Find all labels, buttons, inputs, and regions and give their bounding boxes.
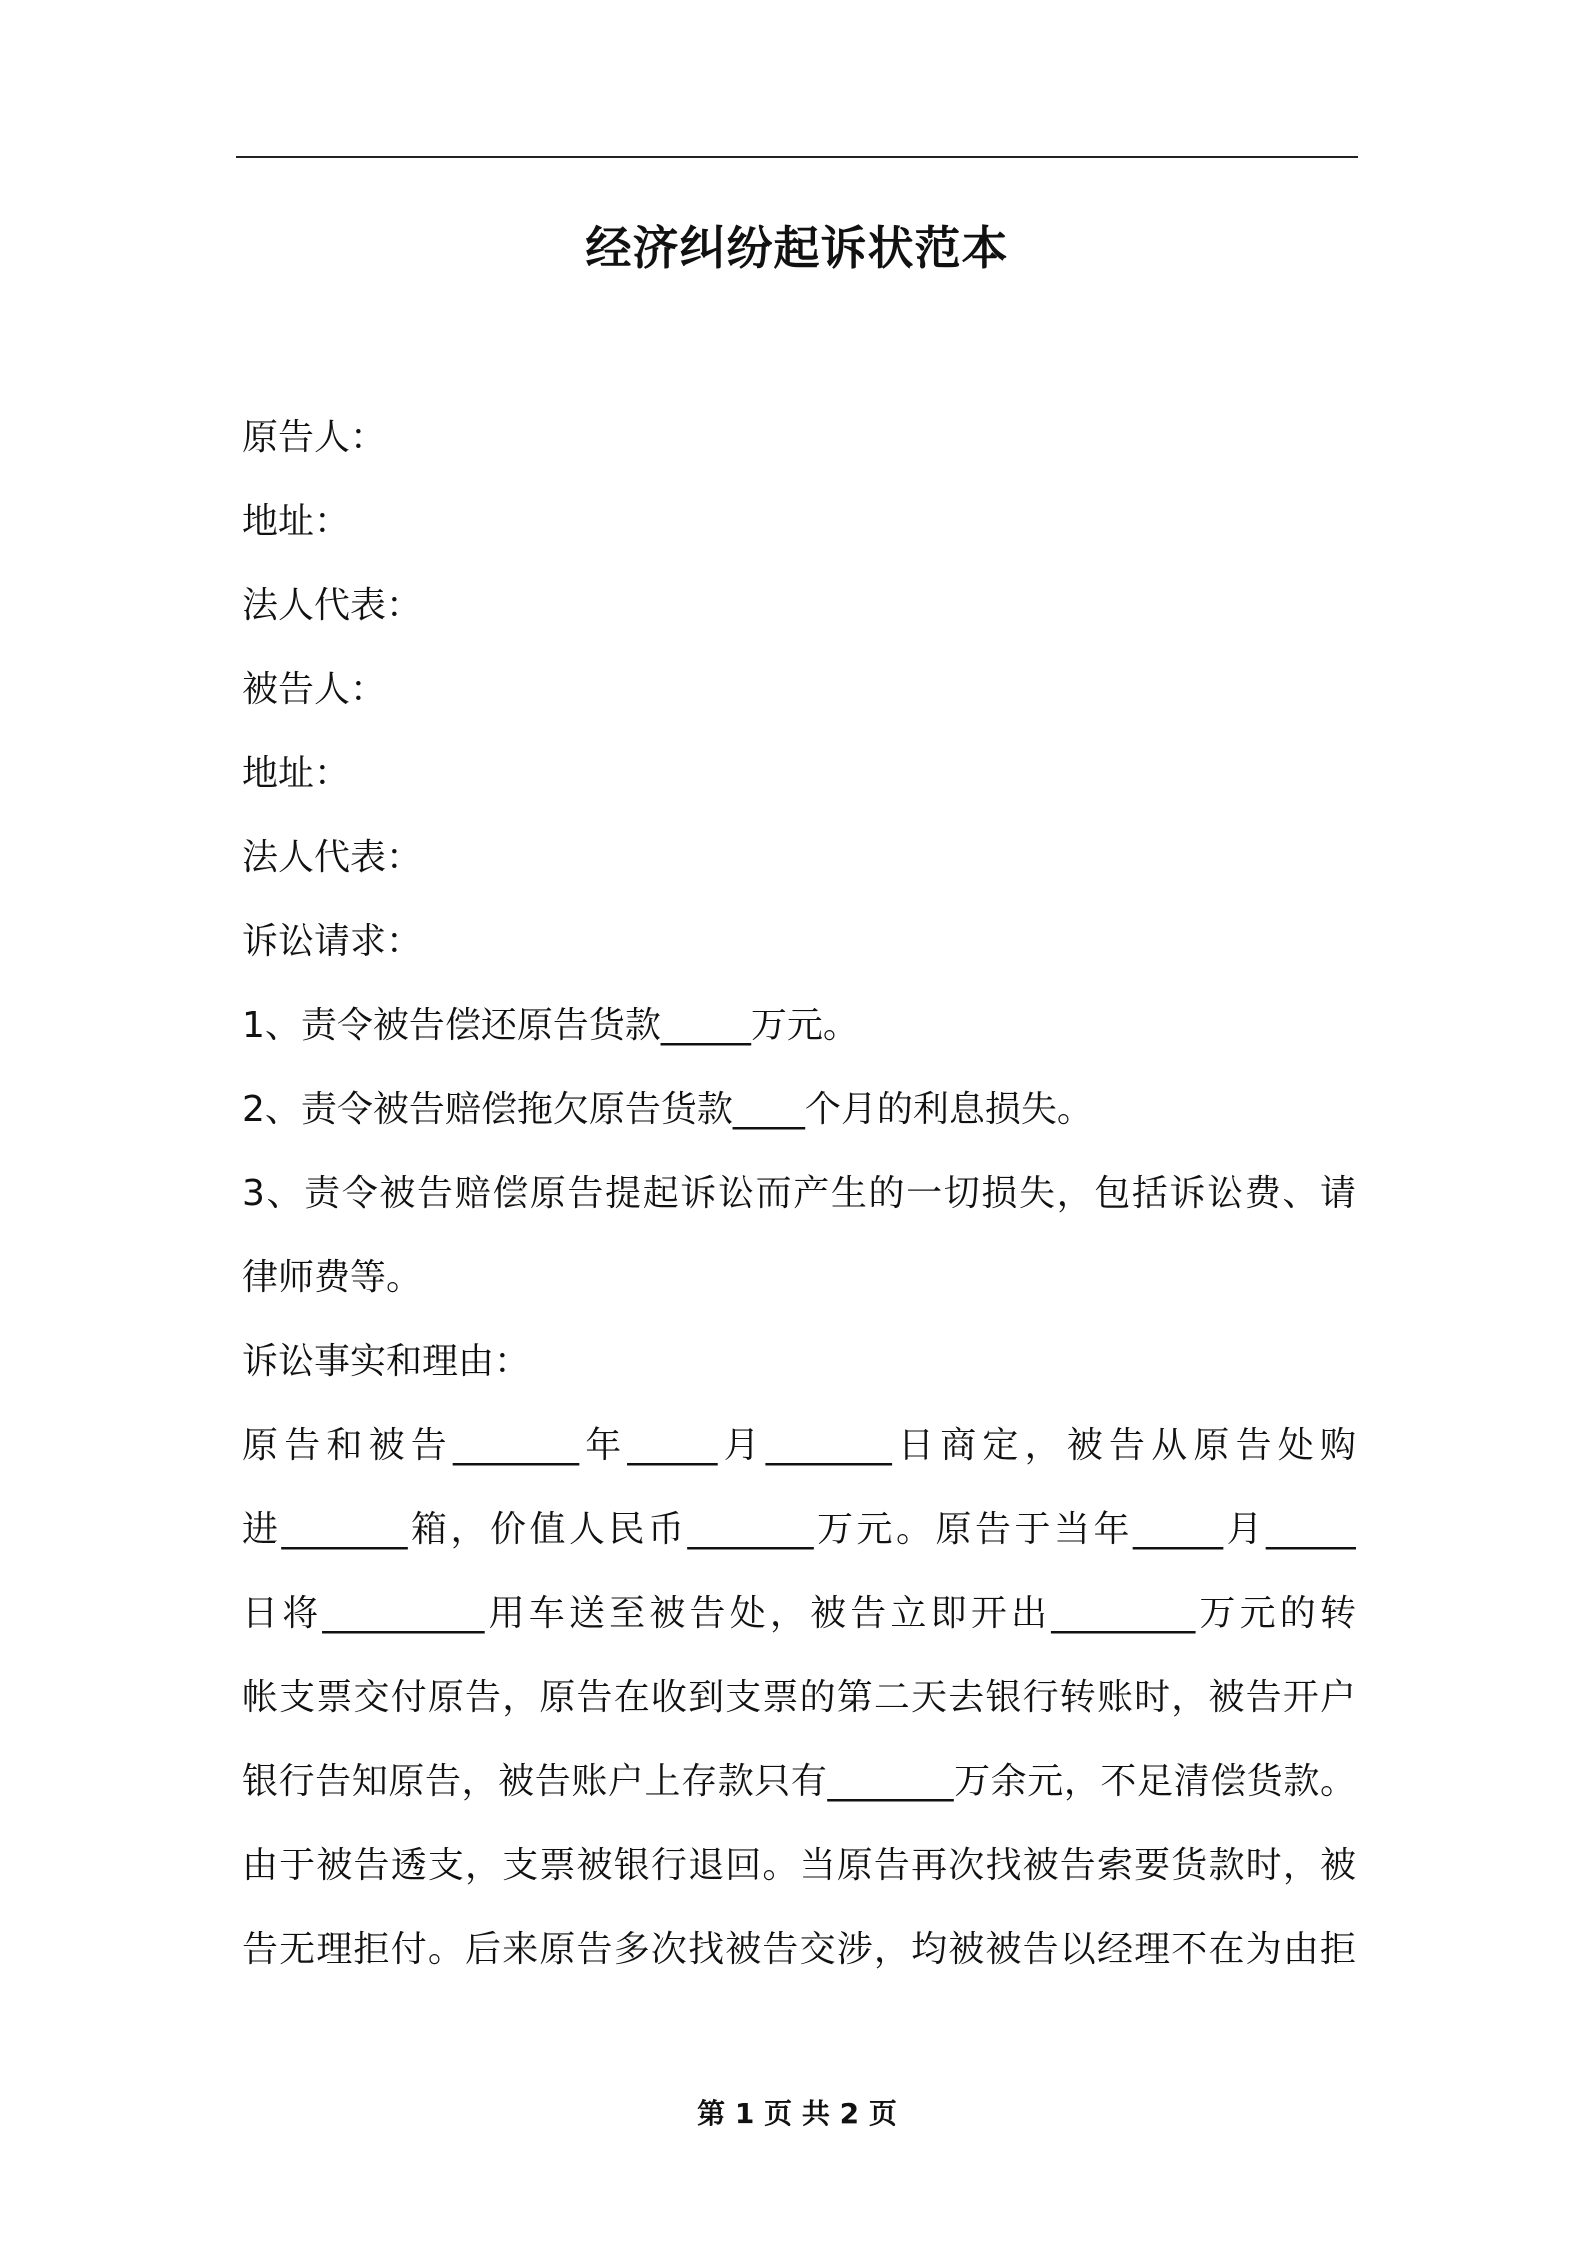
header-divider bbox=[236, 156, 1358, 158]
defendant-legal-rep-label: 法人代表： bbox=[242, 837, 423, 878]
claim-item-2: 2、责令被告赔偿拖欠原告货款____个月的利息损失。 bbox=[242, 1089, 1093, 1130]
facts-heading: 诉讼事实和理由： bbox=[242, 1341, 531, 1382]
facts-paragraph-line: 日将_________用车送至被告处，被告立即开出________万元的转 bbox=[242, 1593, 1356, 1634]
facts-paragraph-line: 原告和被告_______年_____月_______日商定，被告从原告处购 bbox=[242, 1425, 1356, 1466]
facts-paragraph-line: 帐支票交付原告，原告在收到支票的第二天去银行转账时，被告开户 bbox=[242, 1677, 1356, 1718]
claim-item-3-continued: 律师费等。 bbox=[242, 1257, 423, 1298]
plaintiff-label: 原告人： bbox=[242, 417, 387, 458]
plaintiff-legal-rep-label: 法人代表： bbox=[242, 585, 423, 626]
claims-heading: 诉讼请求： bbox=[242, 921, 423, 962]
facts-paragraph-line: 进_______箱，价值人民币_______万元。原告于当年_____月_____ bbox=[242, 1509, 1356, 1550]
defendant-address-label: 地址： bbox=[242, 753, 351, 794]
document-body bbox=[242, 396, 1356, 1992]
facts-paragraph-line: 告无理拒付。后来原告多次找被告交涉，均被被告以经理不在为由拒 bbox=[242, 1929, 1356, 1970]
claim-item-1: 1、责令被告偿还原告货款_____万元。 bbox=[242, 1005, 859, 1046]
facts-paragraph-line: 银行告知原告，被告账户上存款只有_______万余元，不足清偿货款。 bbox=[242, 1761, 1356, 1802]
document-title: 经济纠纷起诉状范本 bbox=[585, 221, 1009, 275]
facts-paragraph-line: 由于被告透支，支票被银行退回。当原告再次找被告索要货款时，被 bbox=[242, 1845, 1356, 1886]
plaintiff-address-label: 地址： bbox=[242, 501, 351, 542]
page-number-footer: 第 1 页 共 2 页 bbox=[697, 2097, 897, 2130]
defendant-label: 被告人： bbox=[242, 669, 387, 710]
claim-item-3: 3、责令被告赔偿原告提起诉讼而产生的一切损失，包括诉讼费、请 bbox=[242, 1173, 1356, 1214]
